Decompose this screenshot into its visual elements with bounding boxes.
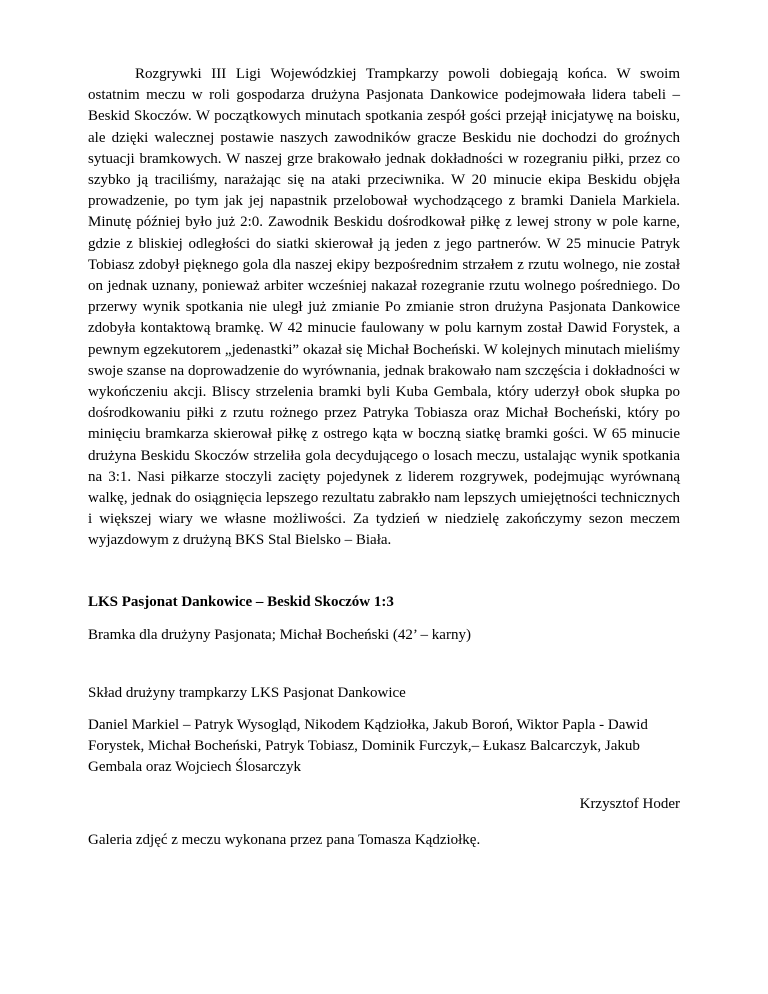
- author-signature: Krzysztof Hoder: [579, 795, 680, 812]
- goal-scorer-line: Bramka dla drużyny Pasjonata; Michał Bocheński (42’ – karny): [88, 626, 471, 643]
- squad-heading: Skład drużyny trampkarzy LKS Pasjonat Dankowice: [88, 684, 406, 701]
- match-result-heading: LKS Pasjonat Dankowice – Beskid Skoczów 1:3: [88, 593, 394, 610]
- photo-gallery-note: Galeria zdjęć z meczu wykonana przez pana Tomasza Kądziołkę.: [88, 831, 481, 848]
- document-page: [88, 64, 680, 850]
- squad-player-list: Daniel Markiel – Patryk Wysogląd, Nikodem Kądziołka, Jakub Boroń, Wiktor Papla - Dawid Forystek, Michał Bocheński, Patryk Tobiasz, Dominik Furczyk,– Łukasz Balcarczyk, Jakub Gembala oraz Wojciech Ślosarczyk: [88, 716, 648, 775]
- match-report-paragraph: Rozgrywki III Ligi Wojewódzkiej Trampkarzy powoli dobiegają końca. W swoim ostatnim meczu w roli gospodarza drużyna Pasjonata Dankowice podejmowała lidera tabeli – Beskid Skoczów. W początkowych minutach spotkania zespół gości przejął inicjatywę na boisku, ale dzięki walecznej postawie naszych zawodników gracze Beskidu nie dochodzi do groźnych sytuacji bramkowych. W naszej grze brakowało jednak dokładności w rozegraniu piłki, przez co szybko ją traciliśmy, narażając się na ataki przeciwnika. W 20 minucie ekipa Beskidu objęła prowadzenie, po tym jak jej napastnik przelobował wychodzącego z bramki Daniela Markiela. Minutę później było już 2:0. Zawodnik Beskidu dośrodkował piłkę z lewej strony w pole karne, gdzie z bliskiej odległości do siatki skierował ją jeden z jego partnerów. W 25 minucie Patryk Tobiasz zdobył pięknego gola dla naszej ekipy bezpośrednim strzałem z rzutu wolnego, nie został on jednak uznany, ponieważ arbiter wcześniej nakazał rozegranie rzutu wolnego pośredniego. Do przerwy wynik spotkania nie uległ już zmianie Po zmianie stron drużyna Pasjonata Dankowice zdobyła kontaktową bramkę. W 42 minucie faulowany w polu karnym został Dawid Forystek, a pewnym egzekutorem „jedenastki” okazał się Michał Bocheński. W kolejnych minutach mieliśmy swoje szanse na doprowadzenie do wyrównania, jednak brakowało nam szczęścia i dokładności w wykończeniu akcji. Bliscy strzelenia bramki byli Kuba Gembala, który uderzył obok słupka po dośrodkowaniu piłki z rzutu rożnego przez Patryka Tobiasza oraz Michał Bocheński, który po minięciu bramkarza skierował piłkę z ostrego kąta w boczną siatkę bramki gości. W 65 minucie drużyna Beskidu Skoczów strzeliła gola decydującego o losach meczu, ustalając wynik spotkania na 3:1. Nasi piłkarze stoczyli zacięty pojedynek z liderem rozgrywek, podejmując wyrównaną walkę, jednak do osiągnięcia lepszego rezultatu zabrakło nam lepszych umiejętności technicznych i większej wiary we własne możliwości. Za tydzień w niedzielę zakończymy sezon meczem wyjazdowym z drużyną BKS Stal Bielsko – Biała.: [88, 66, 680, 549]
